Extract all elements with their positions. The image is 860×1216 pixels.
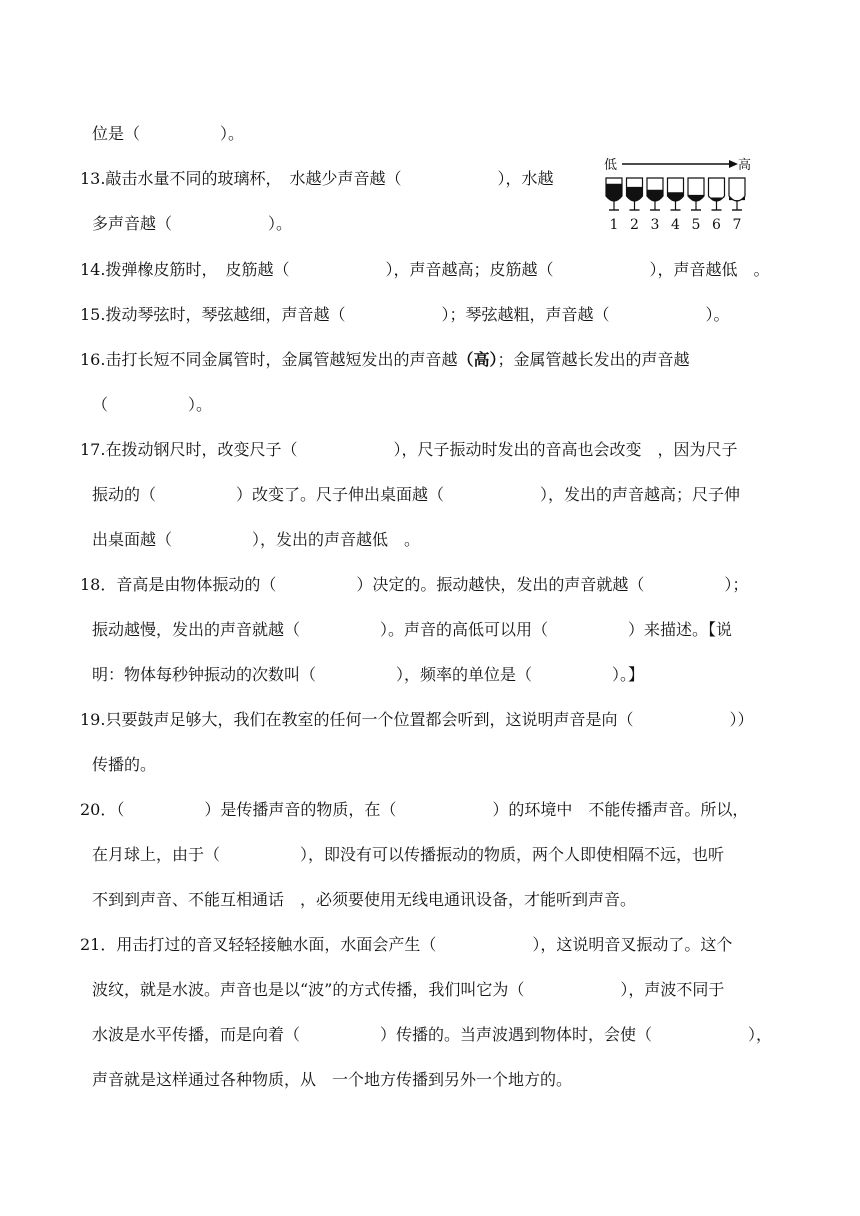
text-line-1: 位是（ ）。 [92, 124, 245, 143]
low-label: 低 [604, 158, 618, 173]
question-15: 15.拨动琴弦时，琴弦越细，声音越（ ）；琴弦越粗，声音越（ ）。 [80, 305, 730, 324]
glass-number-2: 2 [630, 217, 639, 233]
question-19-line-1: 19.只要鼓声足够大，我们在教室的任何一个位置都会听到，这说明声音是向（ ）） [80, 710, 754, 729]
glass-number-6: 6 [712, 217, 721, 233]
glass-number-3: 3 [650, 217, 660, 233]
question-17-line-2: 振动的（ ）改变了。尺子伸出桌面越（ ），发出的声音越高；尺子伸 [92, 485, 741, 504]
question-20-line-2: 在月球上，由于（ ），即没有可以传播振动的物质，两个人即使相隔不远，也听 [92, 845, 725, 864]
question-16-line-2: （ ）。 [92, 395, 213, 414]
question-21-line-2: 波纹，就是水波。声音也是以“波”的方式传播，我们叫它为（ ），声波不同于 [92, 980, 725, 999]
glass-3 [647, 178, 663, 210]
question-20-line-3: 不到到声音、不能互相通话 ，必须要使用无线电通讯设备，才能听到声音。 [92, 890, 637, 909]
question-18-line-2: 振动越慢，发出的声音就越（ ）。声音的高低可以用（ ）来描述。【说 [92, 620, 733, 639]
glass-5 [688, 178, 704, 210]
glass-7 [729, 178, 745, 210]
question-19-line-2: 传播的。 [92, 755, 157, 774]
question-16-text: 16.击打长短不同金属管时，金属管越短发出的声音越 [80, 350, 458, 369]
high-label: 高 [738, 158, 752, 173]
glass-number-4: 4 [671, 217, 680, 233]
question-21-line-4: 声音就是这样通过各种物质，从 一个地方传播到另外一个地方的。 [92, 1070, 573, 1089]
question-16-line-1 [80, 350, 820, 370]
pitch-arrow-head [729, 160, 738, 168]
glass-4 [668, 178, 684, 210]
question-14: 14.拨弹橡皮筋时， 皮筋越（ ），声音越高；皮筋越（ ），声音越低 。 [80, 260, 770, 279]
glass-number-5: 5 [691, 217, 701, 233]
question-20-line-1: 20．（ ）是传播声音的物质，在（ ）的环境中 不能传播声音。所以， [80, 800, 749, 819]
glass-number-1: 1 [609, 217, 619, 233]
question-13-line-2: 多声音越（ ）。 [92, 214, 293, 233]
question-18-line-1: 18．音高是由物体振动的（ ）决定的。振动越快，发出的声音就越（ ）； [80, 575, 749, 594]
glass-1 [606, 178, 622, 210]
question-21-line-3: 水波是水平传播，而是向着（ ）传播的。当声波遇到物体时，会使（ ）， [92, 1025, 773, 1044]
question-16-answer: （高） [457, 350, 498, 369]
water-fill-4 [668, 192, 684, 201]
question-16-tail: ；金属管越长发出的声音越 [497, 350, 690, 369]
glass-number-7: 7 [732, 217, 742, 233]
question-13-line-1: 13.敲击水量不同的玻璃杯， 水越少声音越（ ），水越 [80, 169, 554, 188]
glass-6 [709, 178, 725, 210]
question-17-line-3: 出桌面越（ ），发出的声音越低 。 [92, 530, 421, 549]
question-17-line-1: 17.在拨动钢尺时，改变尺子（ ），尺子振动时发出的音高也会改变 ，因为尺子 [80, 440, 738, 459]
glass-outline-7 [729, 178, 745, 201]
question-21-line-1: 21．用击打过的音叉轻轻接触水面，水面会产生（ ），这说明音叉振动了。这个 [80, 935, 733, 954]
question-18-line-3: 明：物体每秒钟振动的次数叫（ ），频率的单位是（ ）。】 [92, 665, 645, 684]
glass-2 [627, 178, 643, 210]
